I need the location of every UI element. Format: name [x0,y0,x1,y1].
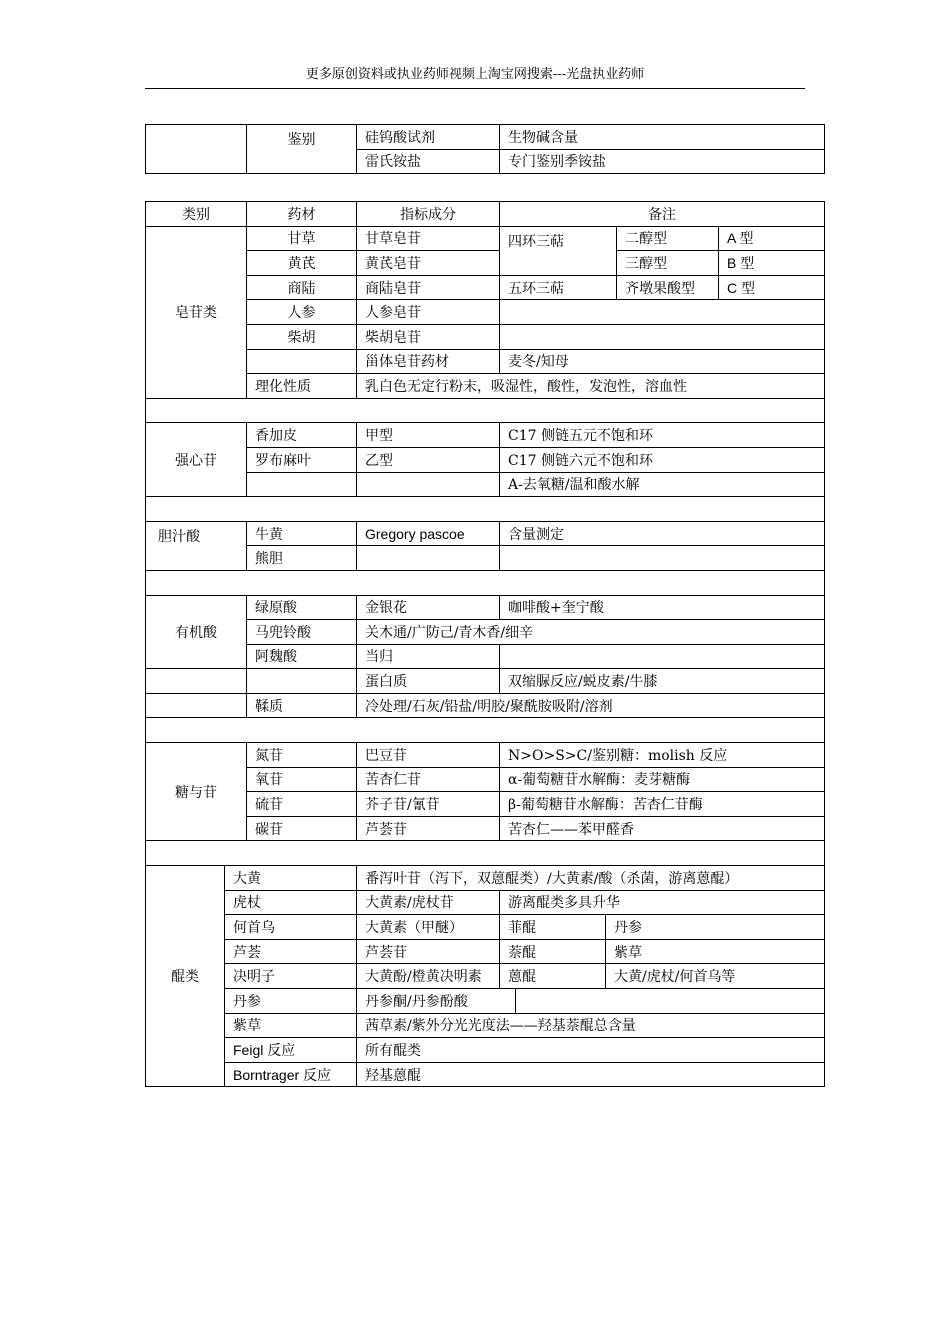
table-cell: 芦荟 [225,939,357,964]
category-cell: 皂苷类 [146,226,247,398]
table-cell: 紫草 [225,1013,357,1038]
table-cell: 苦杏仁苷 [357,767,500,792]
table-row [146,447,825,472]
category-cell: 糖与苷 [146,743,247,841]
table-cell [500,324,825,349]
table-cell: 茜草素/紫外分光光度法——羟基萘醌总含量 [357,1013,825,1038]
table-cell: A 型 [719,226,825,251]
category-cell: 有机酸 [146,595,247,669]
table-cell: 金银花 [357,595,500,620]
table-row [146,866,825,891]
category-cell: 强心苷 [146,423,247,497]
table-cell: 香加皮 [247,423,357,448]
table-cell: 芥子苷/氰苷 [357,792,500,817]
column-header: 药材 [247,202,357,227]
table-cell: 硅钨酸试剂 [357,125,500,150]
spacer-row [146,841,825,866]
header-rule [145,88,805,89]
table-cell: 何首乌 [225,915,357,940]
table-cell: 乳白色无定行粉末，吸湿性，酸性，发泡性，溶血性 [357,374,825,399]
table-cell: A-去氧糖/温和酸水解 [500,472,825,497]
table-cell [357,546,500,571]
table-row [146,816,825,841]
table-row [146,349,825,374]
column-header: 类别 [146,202,247,227]
table-cell: 绿原酸 [247,595,357,620]
table-cell: 虎杖 [225,890,357,915]
table-row [146,1013,825,1038]
spacer-row [146,718,825,743]
table-cell: 甘草 [247,226,357,251]
table-row [146,915,825,940]
table-cell: 生物碱含量 [500,125,825,150]
table-row [146,1038,825,1063]
table-cell: N>O>S>C/鉴别糖：molish 反应 [500,743,825,768]
table-row [146,620,825,645]
table-cell: α-葡萄糖苷水解酶：麦芽糖酶 [500,767,825,792]
table-cell: B 型 [719,251,825,276]
table-cell: 甲型 [357,423,500,448]
table-cell: 氮苷 [247,743,357,768]
table-row [146,792,825,817]
table-row [146,595,825,620]
table-cell: 大黄酚/橙黄决明素 [357,964,500,989]
table-cell: 冷处理/石灰/铅盐/明胶/聚酰胺吸附/溶剂 [357,693,825,718]
page-header: 更多原创资料或执业药师视频上淘宝网搜索---光盘执业药师 [305,67,645,82]
table-cell: 鉴别 [247,125,357,174]
table-row [146,989,825,1014]
table-row [146,521,825,546]
table-row [146,125,825,150]
table-cell: 所有醌类 [357,1038,825,1063]
table-row [146,275,825,300]
table-cell: 商陆 [247,275,357,300]
table-cell: 齐墩果酸型 [617,275,719,300]
table-cell: 五环三萜 [500,275,617,300]
table-row [146,300,825,325]
table-cell: 大黄/虎杖/何首乌等 [606,964,825,989]
table-cell: 乙型 [357,447,500,472]
table-cell: 羟基蒽醌 [357,1062,825,1087]
table-cell: 人参皂苷 [357,300,500,325]
table-cell: 含量测定 [500,521,825,546]
table-cell: 蛋白质 [357,669,500,694]
table-row [146,743,825,768]
table-cell: 当归 [357,644,500,669]
main-table [145,201,825,1087]
table-cell [500,300,825,325]
table-cell [146,125,247,174]
table-row [146,644,825,669]
table-cell: 四环三萜 [500,226,617,275]
category-cell: 醌类 [146,866,225,1087]
table-cell [247,349,357,374]
table-row [146,767,825,792]
table-cell: 决明子 [225,964,357,989]
identification-table [145,124,825,174]
table-cell: 人参 [247,300,357,325]
table-cell [357,472,500,497]
table-cell: C17 侧链五元不饱和环 [500,423,825,448]
table-cell: 三醇型 [617,251,719,276]
table-cell: 硫苷 [247,792,357,817]
table-row [146,251,825,276]
table-cell [500,546,825,571]
table-cell: 罗布麻叶 [247,447,357,472]
table-cell: 咖啡酸+奎宁酸 [500,595,825,620]
table-cell: 麦冬/知母 [500,349,825,374]
table-cell [500,644,825,669]
table-header-row [146,202,825,227]
table-row [146,669,825,694]
table-cell: 关木通/广防己/青木香/细辛 [357,620,825,645]
table-cell: 大黄素/虎杖苷 [357,890,500,915]
table-cell: 大黄 [225,866,357,891]
table-cell: 菲醌 [500,915,606,940]
table-cell: 巴豆苷 [357,743,500,768]
table-cell: 雷氏铵盐 [357,149,500,174]
table-cell [516,989,825,1014]
table-row [146,939,825,964]
table-cell: 鞣质 [247,693,357,718]
table-cell: 甾体皂苷药材 [357,349,500,374]
table-row [146,472,825,497]
table-cell: 柴胡皂苷 [357,324,500,349]
spacer-row [146,398,825,423]
table-row [146,1062,825,1087]
table-cell: 熊胆 [247,546,357,571]
table-cell: 马兜铃酸 [247,620,357,645]
table-cell: 蒽醌 [500,964,606,989]
table-cell: 二醇型 [617,226,719,251]
table-cell: Feigl 反应 [225,1038,357,1063]
table-cell: 丹参酮/丹参酚酸 [357,989,516,1014]
table-row [146,423,825,448]
table-cell: 萘醌 [500,939,606,964]
table-row [146,890,825,915]
table-cell: 商陆皂苷 [357,275,500,300]
table-cell: 紫草 [606,939,825,964]
table-cell [146,693,247,718]
table-cell: 专门鉴别季铵盐 [500,149,825,174]
table-cell: 芦荟苷 [357,939,500,964]
table-cell: 芦荟苷 [357,816,500,841]
table-cell: 苦杏仁——苯甲醛香 [500,816,825,841]
table-cell [146,669,247,694]
table-cell: 氧苷 [247,767,357,792]
table-cell [247,472,357,497]
table-cell: 双缩脲反应/蜕皮素/牛膝 [500,669,825,694]
table-row [146,964,825,989]
table-cell: 丹参 [225,989,357,1014]
table-cell: 游离醌类多具升华 [500,890,825,915]
table-row [146,374,825,399]
table-row [146,226,825,251]
spacer-row [146,570,825,595]
table-cell: 黄芪 [247,251,357,276]
table-row [146,693,825,718]
table-cell: 理化性质 [247,374,357,399]
table-cell: Borntrager 反应 [225,1062,357,1087]
column-header: 备注 [500,202,825,227]
column-header: 指标成分 [357,202,500,227]
table-cell: 甘草皂苷 [357,226,500,251]
table-cell: Gregory pascoe [357,521,500,546]
table-cell: 大黄素（甲醚） [357,915,500,940]
table-cell: 阿魏酸 [247,644,357,669]
table-cell [247,669,357,694]
table-cell: 黄芪皂苷 [357,251,500,276]
table-cell: β-葡萄糖苷水解酶：苦杏仁苷酶 [500,792,825,817]
table-cell: 番泻叶苷（泻下，双蒽醌类）/大黄素/酸（杀菌，游离蒽醌） [357,866,825,891]
table-cell: 丹参 [606,915,825,940]
table-cell: 柴胡 [247,324,357,349]
table-cell: C17 侧链六元不饱和环 [500,447,825,472]
spacer-row [146,497,825,522]
category-cell: 胆汁酸 [146,521,247,570]
table-cell: 牛黄 [247,521,357,546]
table-row [146,546,825,571]
table-row [146,324,825,349]
table-cell: 碳苷 [247,816,357,841]
table-cell: C 型 [719,275,825,300]
